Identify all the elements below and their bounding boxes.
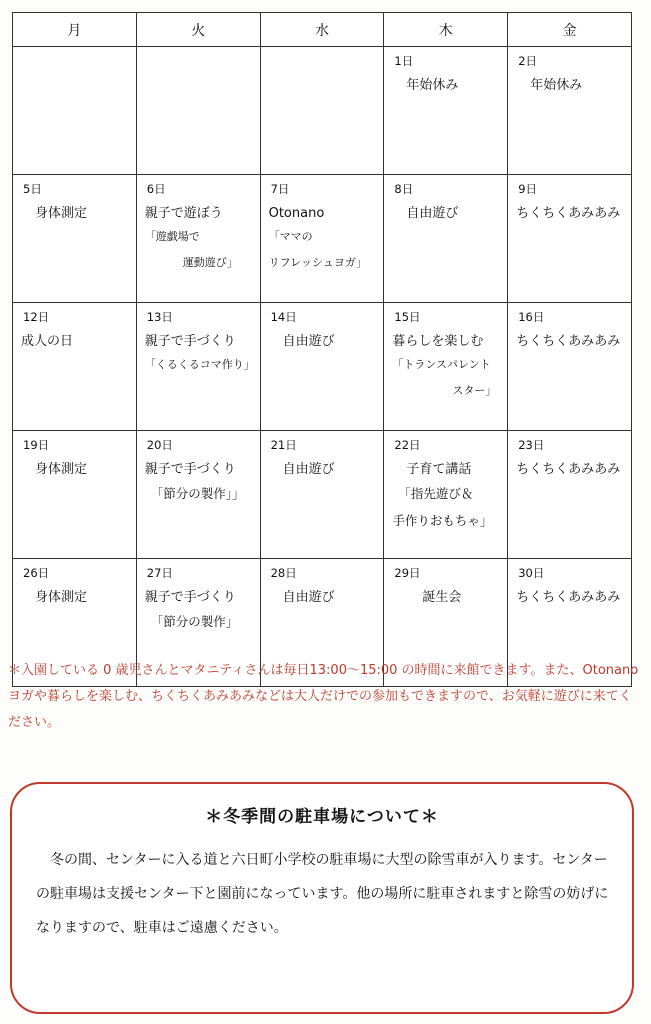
day-cell — [508, 47, 632, 175]
day-cell — [260, 431, 384, 559]
day-number: 12日 — [23, 310, 50, 324]
event-name: ちくちくあみあみ — [516, 589, 621, 605]
event-name: 自由遊び — [282, 589, 335, 605]
event-name: 誕生会 — [422, 589, 462, 605]
event-detail: 運動遊び」 — [182, 255, 238, 269]
event-name: 自由遊び — [282, 461, 335, 477]
event-name: 身体測定 — [35, 461, 88, 477]
calendar-week-3 — [13, 303, 632, 431]
day-number: 27日 — [146, 566, 173, 580]
calendar-week-1 — [13, 47, 632, 175]
day-cell — [260, 47, 384, 175]
event-calendar — [12, 12, 632, 687]
calendar-week-4 — [13, 431, 632, 559]
day-cell — [13, 431, 137, 559]
day-number: 9日 — [518, 182, 538, 196]
day-cell — [508, 303, 632, 431]
event-name: 子育て講話 — [406, 461, 472, 477]
event-detail: 手作りおもちゃ」 — [392, 513, 493, 529]
header-mon: 月 — [13, 13, 137, 47]
header-wed: 水 — [260, 13, 384, 47]
day-cell — [508, 431, 632, 559]
day-cell — [384, 431, 508, 559]
event-detail: 「遊戯場で — [144, 230, 200, 244]
day-cell — [136, 47, 260, 175]
event-detail: 「トランスパレント — [392, 358, 491, 372]
event-name: Otonano — [268, 205, 325, 221]
calendar-week-2 — [13, 175, 632, 303]
event-name: 身体測定 — [35, 205, 88, 221]
calendar-header-row — [13, 13, 632, 47]
parking-notice-text: 冬の間、センターに入る道と六日町小学校の駐車場に大型の除雪車が入ります。センターの駐車場は支援センター下と園前になっています。他の場所に駐車されますと除雪の妨げになりますので、駐車はご遠慮ください。 — [36, 852, 609, 936]
event-detail: 「くるくるコマ作り」 — [144, 358, 255, 372]
day-cell — [384, 175, 508, 303]
day-cell — [136, 175, 260, 303]
day-number: 6日 — [146, 182, 166, 196]
event-detail: スター」 — [452, 383, 497, 397]
event-name: 成人の日 — [21, 333, 74, 349]
day-cell — [136, 431, 260, 559]
day-cell — [260, 303, 384, 431]
day-number: 8日 — [394, 182, 414, 196]
day-number: 13日 — [146, 310, 173, 324]
parking-notice-body — [36, 843, 610, 945]
day-cell — [13, 303, 137, 431]
event-name: 自由遊び — [282, 333, 335, 349]
day-cell — [136, 303, 260, 431]
day-number: 22日 — [394, 438, 421, 452]
header-thu: 木 — [384, 13, 508, 47]
day-number: 14日 — [270, 310, 297, 324]
day-number: 26日 — [23, 566, 50, 580]
parking-notice-title: ＊冬季間の駐車場について＊ — [205, 807, 439, 827]
event-detail: 「指先遊び＆ — [398, 486, 474, 502]
event-name: 親子で遊ぼう — [144, 205, 223, 221]
event-name: 親子で手づくり — [144, 461, 236, 477]
day-number: 5日 — [23, 182, 42, 196]
event-name: 身体測定 — [35, 589, 88, 605]
header-tue: 火 — [136, 13, 260, 47]
day-number: 23日 — [518, 438, 545, 452]
day-number: 21日 — [270, 438, 297, 452]
day-cell — [260, 175, 384, 303]
day-cell — [508, 175, 632, 303]
day-number: 2日 — [518, 54, 538, 68]
day-cell — [13, 47, 137, 175]
parking-notice-box — [10, 782, 634, 1014]
day-number: 16日 — [518, 310, 545, 324]
header-fri: 金 — [508, 13, 632, 47]
day-number: 15日 — [394, 310, 421, 324]
day-number: 7日 — [270, 182, 290, 196]
event-name: 年始休み — [406, 77, 459, 93]
event-name: ちくちくあみあみ — [516, 333, 621, 349]
day-cell — [384, 47, 508, 175]
day-number: 30日 — [518, 566, 545, 580]
event-name: 暮らしを楽しむ — [392, 333, 484, 349]
event-name: 親子で手づくり — [144, 333, 236, 349]
visitor-note: ＊入園している 0 歳児さんとマタニティさんは毎日13:00～15:00 の時間に来館できます。また、Otonano ヨガや暮らしを楽しむ、ちくちくあみあみなどは大人だけでの参加もできますので、お気軽に遊びに来てください。 — [8, 663, 639, 730]
day-cell — [384, 303, 508, 431]
day-number: 20日 — [146, 438, 173, 452]
event-detail: 「ママの — [268, 230, 313, 244]
day-number: 29日 — [394, 566, 421, 580]
event-name: 親子で手づくり — [144, 589, 236, 605]
event-detail: 「節分の製作」」 — [150, 486, 245, 502]
day-cell — [13, 175, 137, 303]
event-name: 自由遊び — [406, 205, 459, 221]
day-number: 19日 — [23, 438, 50, 452]
event-name: 年始休み — [530, 77, 583, 93]
day-number: 28日 — [270, 566, 297, 580]
event-name: ちくちくあみあみ — [516, 461, 621, 477]
event-detail: 「節分の製作」 — [150, 614, 239, 630]
event-name: ちくちくあみあみ — [516, 205, 621, 221]
day-number: 1日 — [394, 54, 414, 68]
event-detail: リフレッシュヨガ」 — [268, 255, 367, 269]
